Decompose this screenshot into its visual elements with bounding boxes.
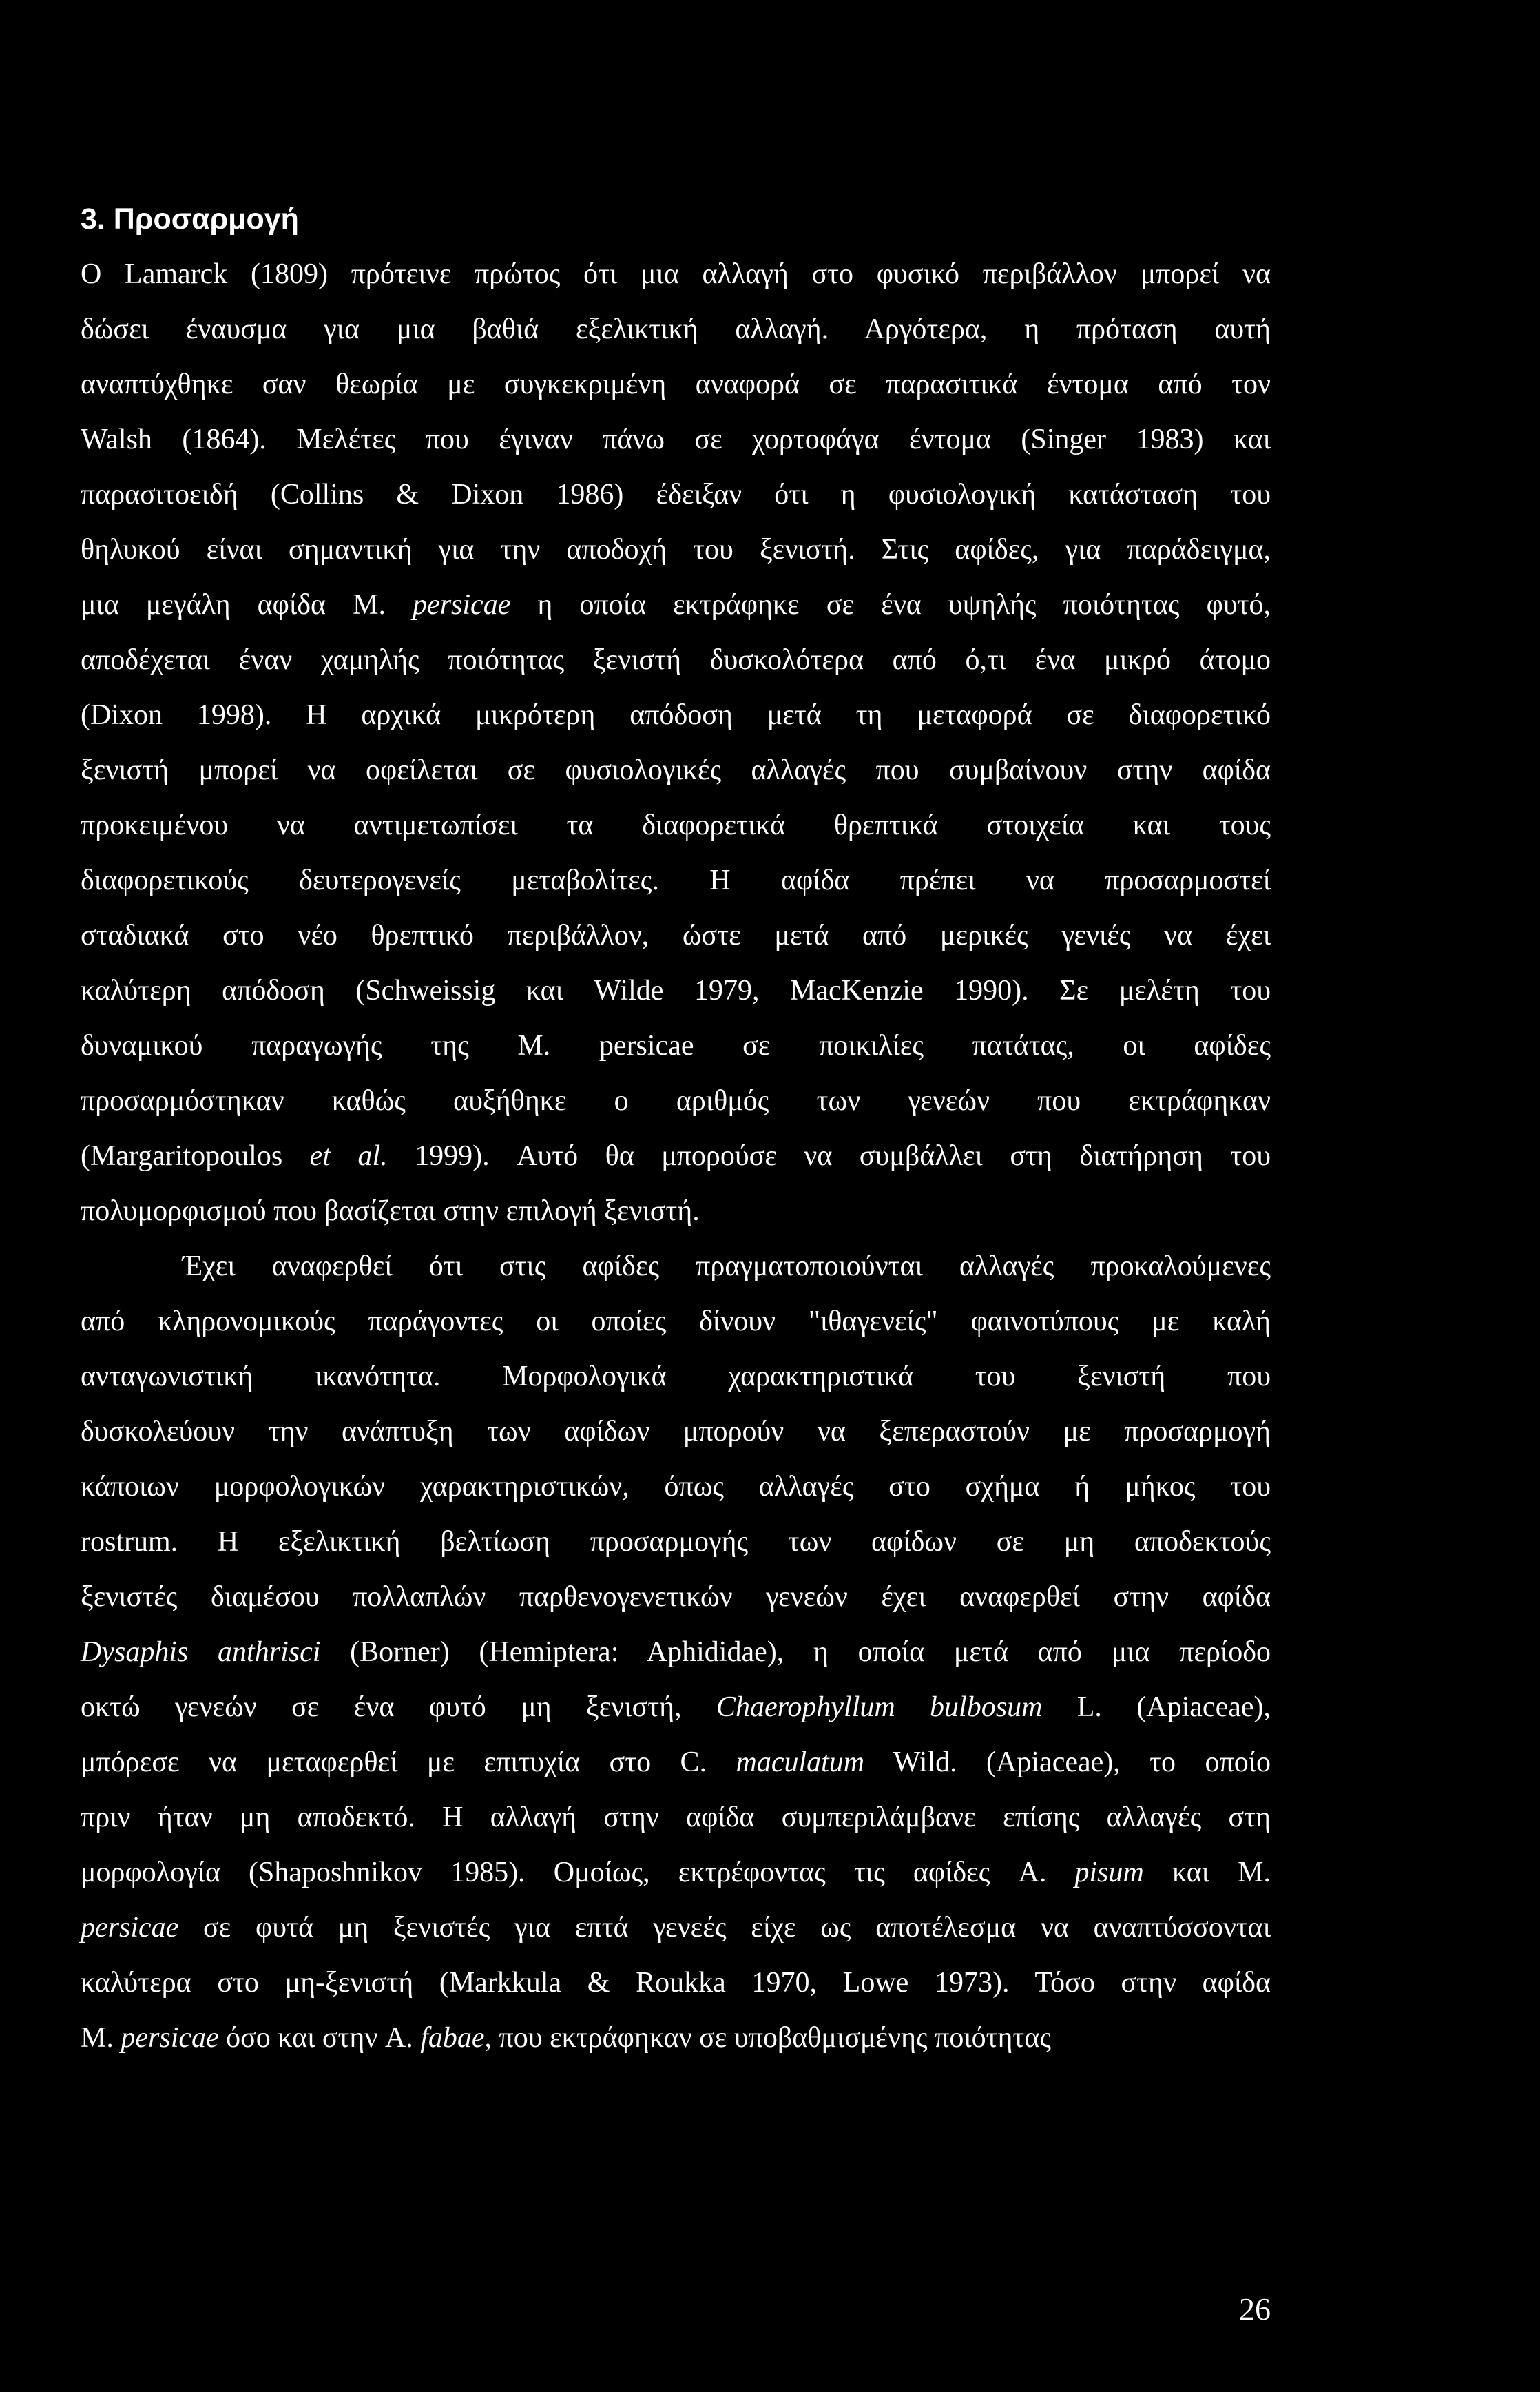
text-line: οκτώ γενεών σε ένα φυτό μη ξενιστή, Chaerophyllum bulbosum L. (Apiaceae), bbox=[81, 1691, 1271, 1723]
text-line: δώσει έναυσμα για μια βαθιά εξελικτική αλλαγή. Αργότερα, η πρόταση αυτή bbox=[81, 313, 1271, 345]
text-line: προκειμένου να αντιμετωπίσει τα διαφορετικά θρεπτικά στοιχεία και τους bbox=[81, 810, 1271, 841]
text-line: μπόρεσε να μεταφερθεί με επιτυχία στο C. maculatum Wild. (Apiaceae), το οποίο bbox=[81, 1746, 1271, 1778]
section-heading: 3. Προσαρμογή bbox=[81, 203, 299, 236]
text-line: ξενιστή μπορεί να οφείλεται σε φυσιολογικές αλλαγές που συμβαίνουν στην αφίδα bbox=[81, 754, 1271, 786]
page-number: 26 bbox=[1239, 2291, 1271, 2327]
text-line: persicae σε φυτά μη ξενιστές για επτά γενεές είχε ως αποτέλεσμα να αναπτύσσονται bbox=[81, 1912, 1271, 1943]
text-line: καλύτερα στο μη-ξενιστή (Markkula & Roukka 1970, Lowe 1973). Τόσο στην αφίδα bbox=[81, 1967, 1271, 1999]
text-line: (Margaritopoulos et al. 1999). Αυτό θα μπορούσε να συμβάλλει στη διατήρηση του bbox=[81, 1140, 1271, 1172]
text-line: προσαρμόστηκαν καθώς αυξήθηκε ο αριθμός των γενεών που εκτράφηκαν bbox=[81, 1085, 1271, 1117]
text-line: M. persicae όσο και στην A. fabae, που εκτράφηκαν σε υποβαθμισμένης ποιότητας bbox=[81, 2022, 1051, 2054]
text-line: δυσκολεύουν την ανάπτυξη των αφίδων μπορούν να ξεπεραστούν με προσαρμογή bbox=[81, 1416, 1271, 1447]
text-line: διαφορετικούς δευτερογενείς μεταβολίτες. Η αφίδα πρέπει να προσαρμοστεί bbox=[81, 865, 1271, 896]
text-line: (Dixon 1998). Η αρχικά μικρότερη απόδοση μετά τη μεταφορά σε διαφορετικό bbox=[81, 699, 1271, 731]
text-line: από κληρονομικούς παράγοντες οι οποίες δίνουν "ιθαγενείς" φαινοτύπους με καλή bbox=[81, 1306, 1271, 1337]
text-line: κάποιων μορφολογικών χαρακτηριστικών, όπως αλλαγές στο σχήμα ή μήκος του bbox=[81, 1471, 1271, 1503]
text-line: ανταγωνιστική ικανότητα. Μορφολογικά χαρακτηριστικά του ξενιστή που bbox=[81, 1361, 1271, 1392]
text-line: Dysaphis anthrisci (Borner) (Hemiptera: Aphididae), η οποία μετά από μια περίοδο bbox=[81, 1636, 1271, 1668]
text-line: μια μεγάλη αφίδα M. persicae η οποία εκτράφηκε σε ένα υψηλής ποιότητας φυτό, bbox=[81, 589, 1271, 621]
text-line: μορφολογία (Shaposhnikov 1985). Ομοίως, εκτρέφοντας τις αφίδες A. pisum και M. bbox=[81, 1857, 1271, 1888]
text-line: δυναμικού παραγωγής της M. persicae σε ποικιλίες πατάτας, οι αφίδες bbox=[81, 1030, 1271, 1062]
text-line: rostrum. Η εξελικτική βελτίωση προσαρμογής των αφίδων σε μη αποδεκτούς bbox=[81, 1526, 1271, 1558]
text-line: σταδιακά στο νέο θρεπτικό περιβάλλον, ώστε μετά από μερικές γενιές να έχει bbox=[81, 920, 1271, 951]
text-line: θηλυκού είναι σημαντική για την αποδοχή του ξενιστή. Στις αφίδες, για παράδειγμα, bbox=[81, 534, 1271, 566]
text-line: Walsh (1864). Μελέτες που έγιναν πάνω σε χορτοφάγα έντομα (Singer 1983) και bbox=[81, 424, 1271, 455]
text-line: ξενιστές διαμέσου πολλαπλών παρθενογενετικών γενεών έχει αναφερθεί στην αφίδα bbox=[81, 1581, 1271, 1613]
text-line: Έχει αναφερθεί ότι στις αφίδες πραγματοποιούνται αλλαγές προκαλούμενες bbox=[183, 1250, 1271, 1282]
text-line: αναπτύχθηκε σαν θεωρία με συγκεκριμένη αναφορά σε παρασιτικά έντομα από τον bbox=[81, 369, 1271, 400]
text-line: αποδέχεται έναν χαμηλής ποιότητας ξενιστή δυσκολότερα από ό,τι ένα μικρό άτομο bbox=[81, 644, 1271, 676]
text-line: πριν ήταν μη αποδεκτό. Η αλλαγή στην αφίδα συμπεριλάμβανε επίσης αλλαγές στη bbox=[81, 1802, 1271, 1833]
text-line: καλύτερη απόδοση (Schweissig και Wilde 1979, MacKenzie 1990). Σε μελέτη του bbox=[81, 975, 1271, 1007]
text-line: πολυμορφισμού που βασίζεται στην επιλογή ξενιστή. bbox=[81, 1195, 700, 1227]
text-line: Ο Lamarck (1809) πρότεινε πρώτος ότι μια αλλαγή στο φυσικό περιβάλλον μπορεί να bbox=[81, 258, 1271, 290]
text-line: παρασιτοειδή (Collins & Dixon 1986) έδειξαν ότι η φυσιολογική κατάσταση του bbox=[81, 479, 1271, 511]
